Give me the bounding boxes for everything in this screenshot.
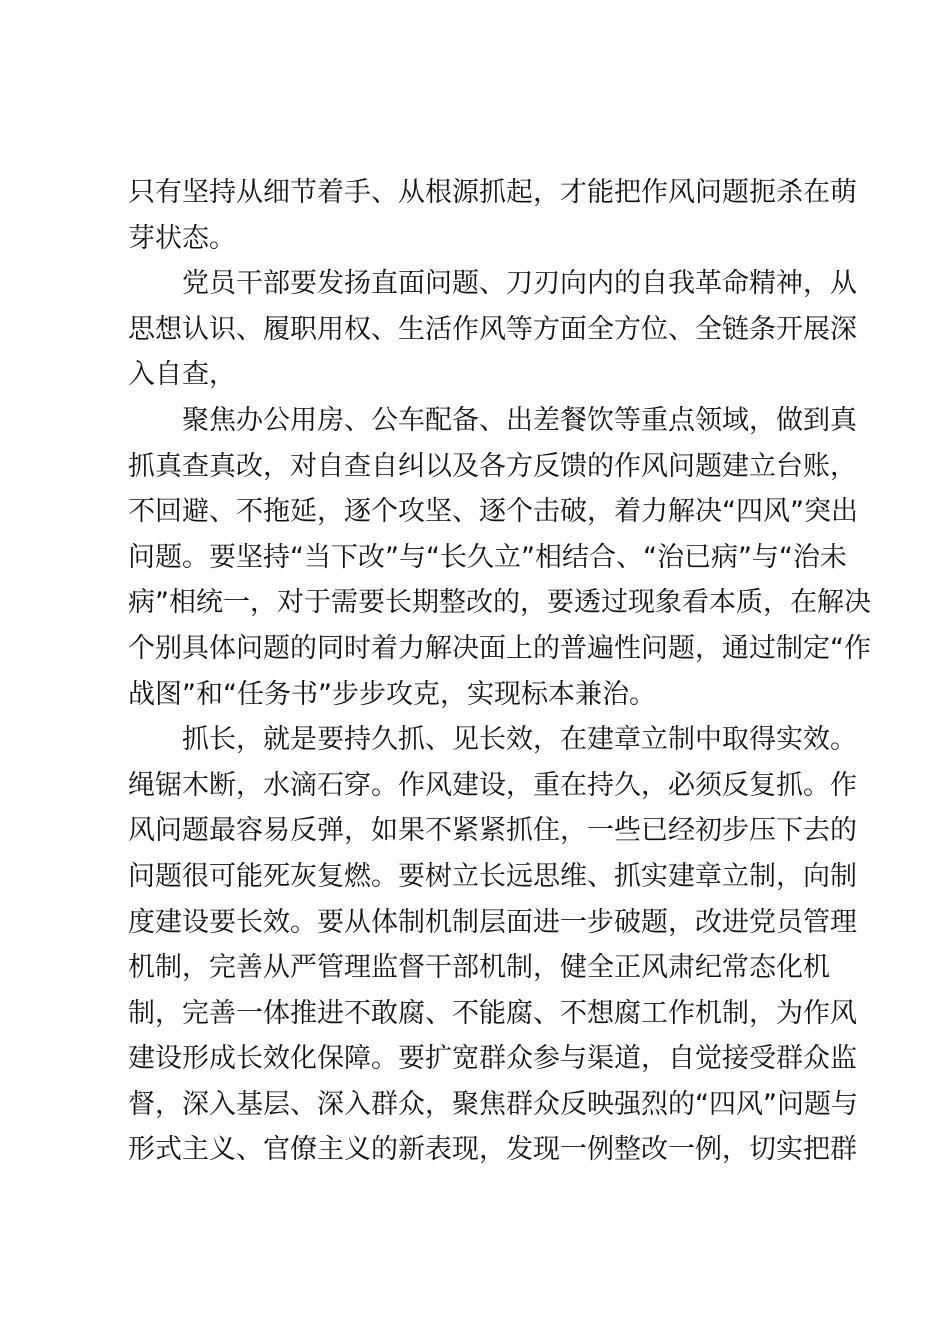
document-body	[128, 170, 871, 1173]
text-line: 度建设要长效。要从体制机制层面进一步破题，改进党员管理	[128, 906, 857, 938]
text-line: 不回避、不拖延，逐个攻坚、逐个击破，着力解决“四风”突出	[128, 496, 858, 528]
text-line: 问题。要坚持“当下改”与“长久立”相结合、“治已病”与“治未	[128, 541, 847, 573]
text-line: 抓长，就是要持久抓、见长效，在建章立制中取得实效。	[128, 724, 857, 756]
text-line: 个别具体问题的同时着力解决面上的普遍性问题，通过制定“作	[128, 632, 871, 664]
text-line: 绳锯木断，水滴石穿。作风建设，重在持久，必须反复抓。作	[128, 769, 857, 801]
text-line: 抓真查真改，对自查自纠以及各方反馈的作风问题建立台账，	[128, 450, 857, 482]
text-line: 风问题最容易反弹，如果不紧紧抓住，一些已经初步压下去的	[128, 815, 857, 847]
text-line: 病”相统一，对于需要长期整改的，要透过现象看本质，在解决	[128, 587, 871, 619]
text-line: 形式主义、官僚主义的新表现，发现一例整改一例，切实把群	[128, 1134, 857, 1166]
text-line: 机制，完善从严管理监督干部机制，健全正风肃纪常态化机	[128, 952, 830, 984]
text-line: 入自查，	[128, 359, 236, 391]
text-line: 战图”和“任务书”步步攻克，实现标本兼治。	[128, 678, 656, 710]
text-line: 只有坚持从细节着手、从根源抓起，才能把作风问题扼杀在萌	[128, 177, 857, 208]
text-line: 聚焦办公用房、公车配备、出差餐饮等重点领域，做到真	[128, 404, 857, 436]
text-line: 党员干部要发扬直面问题、刀刃向内的自我革命精神，从	[128, 268, 857, 300]
text-line: 问题很可能死灰复燃。要树立长远思维、抓实建章立制，向制	[128, 860, 857, 892]
text-line: 督，深入基层、深入群众，聚焦群众反映强烈的“四风”问题与	[128, 1088, 858, 1120]
text-line: 建设形成长效化保障。要扩宽群众参与渠道，自觉接受群众监	[128, 1043, 857, 1075]
text-line: 芽状态。	[128, 222, 236, 254]
text-line: 制，完善一体推进不敢腐、不能腐、不想腐工作机制，为作风	[128, 997, 857, 1029]
text-line: 思想认识、履职用权、生活作风等方面全方位、全链条开展深	[128, 313, 857, 345]
